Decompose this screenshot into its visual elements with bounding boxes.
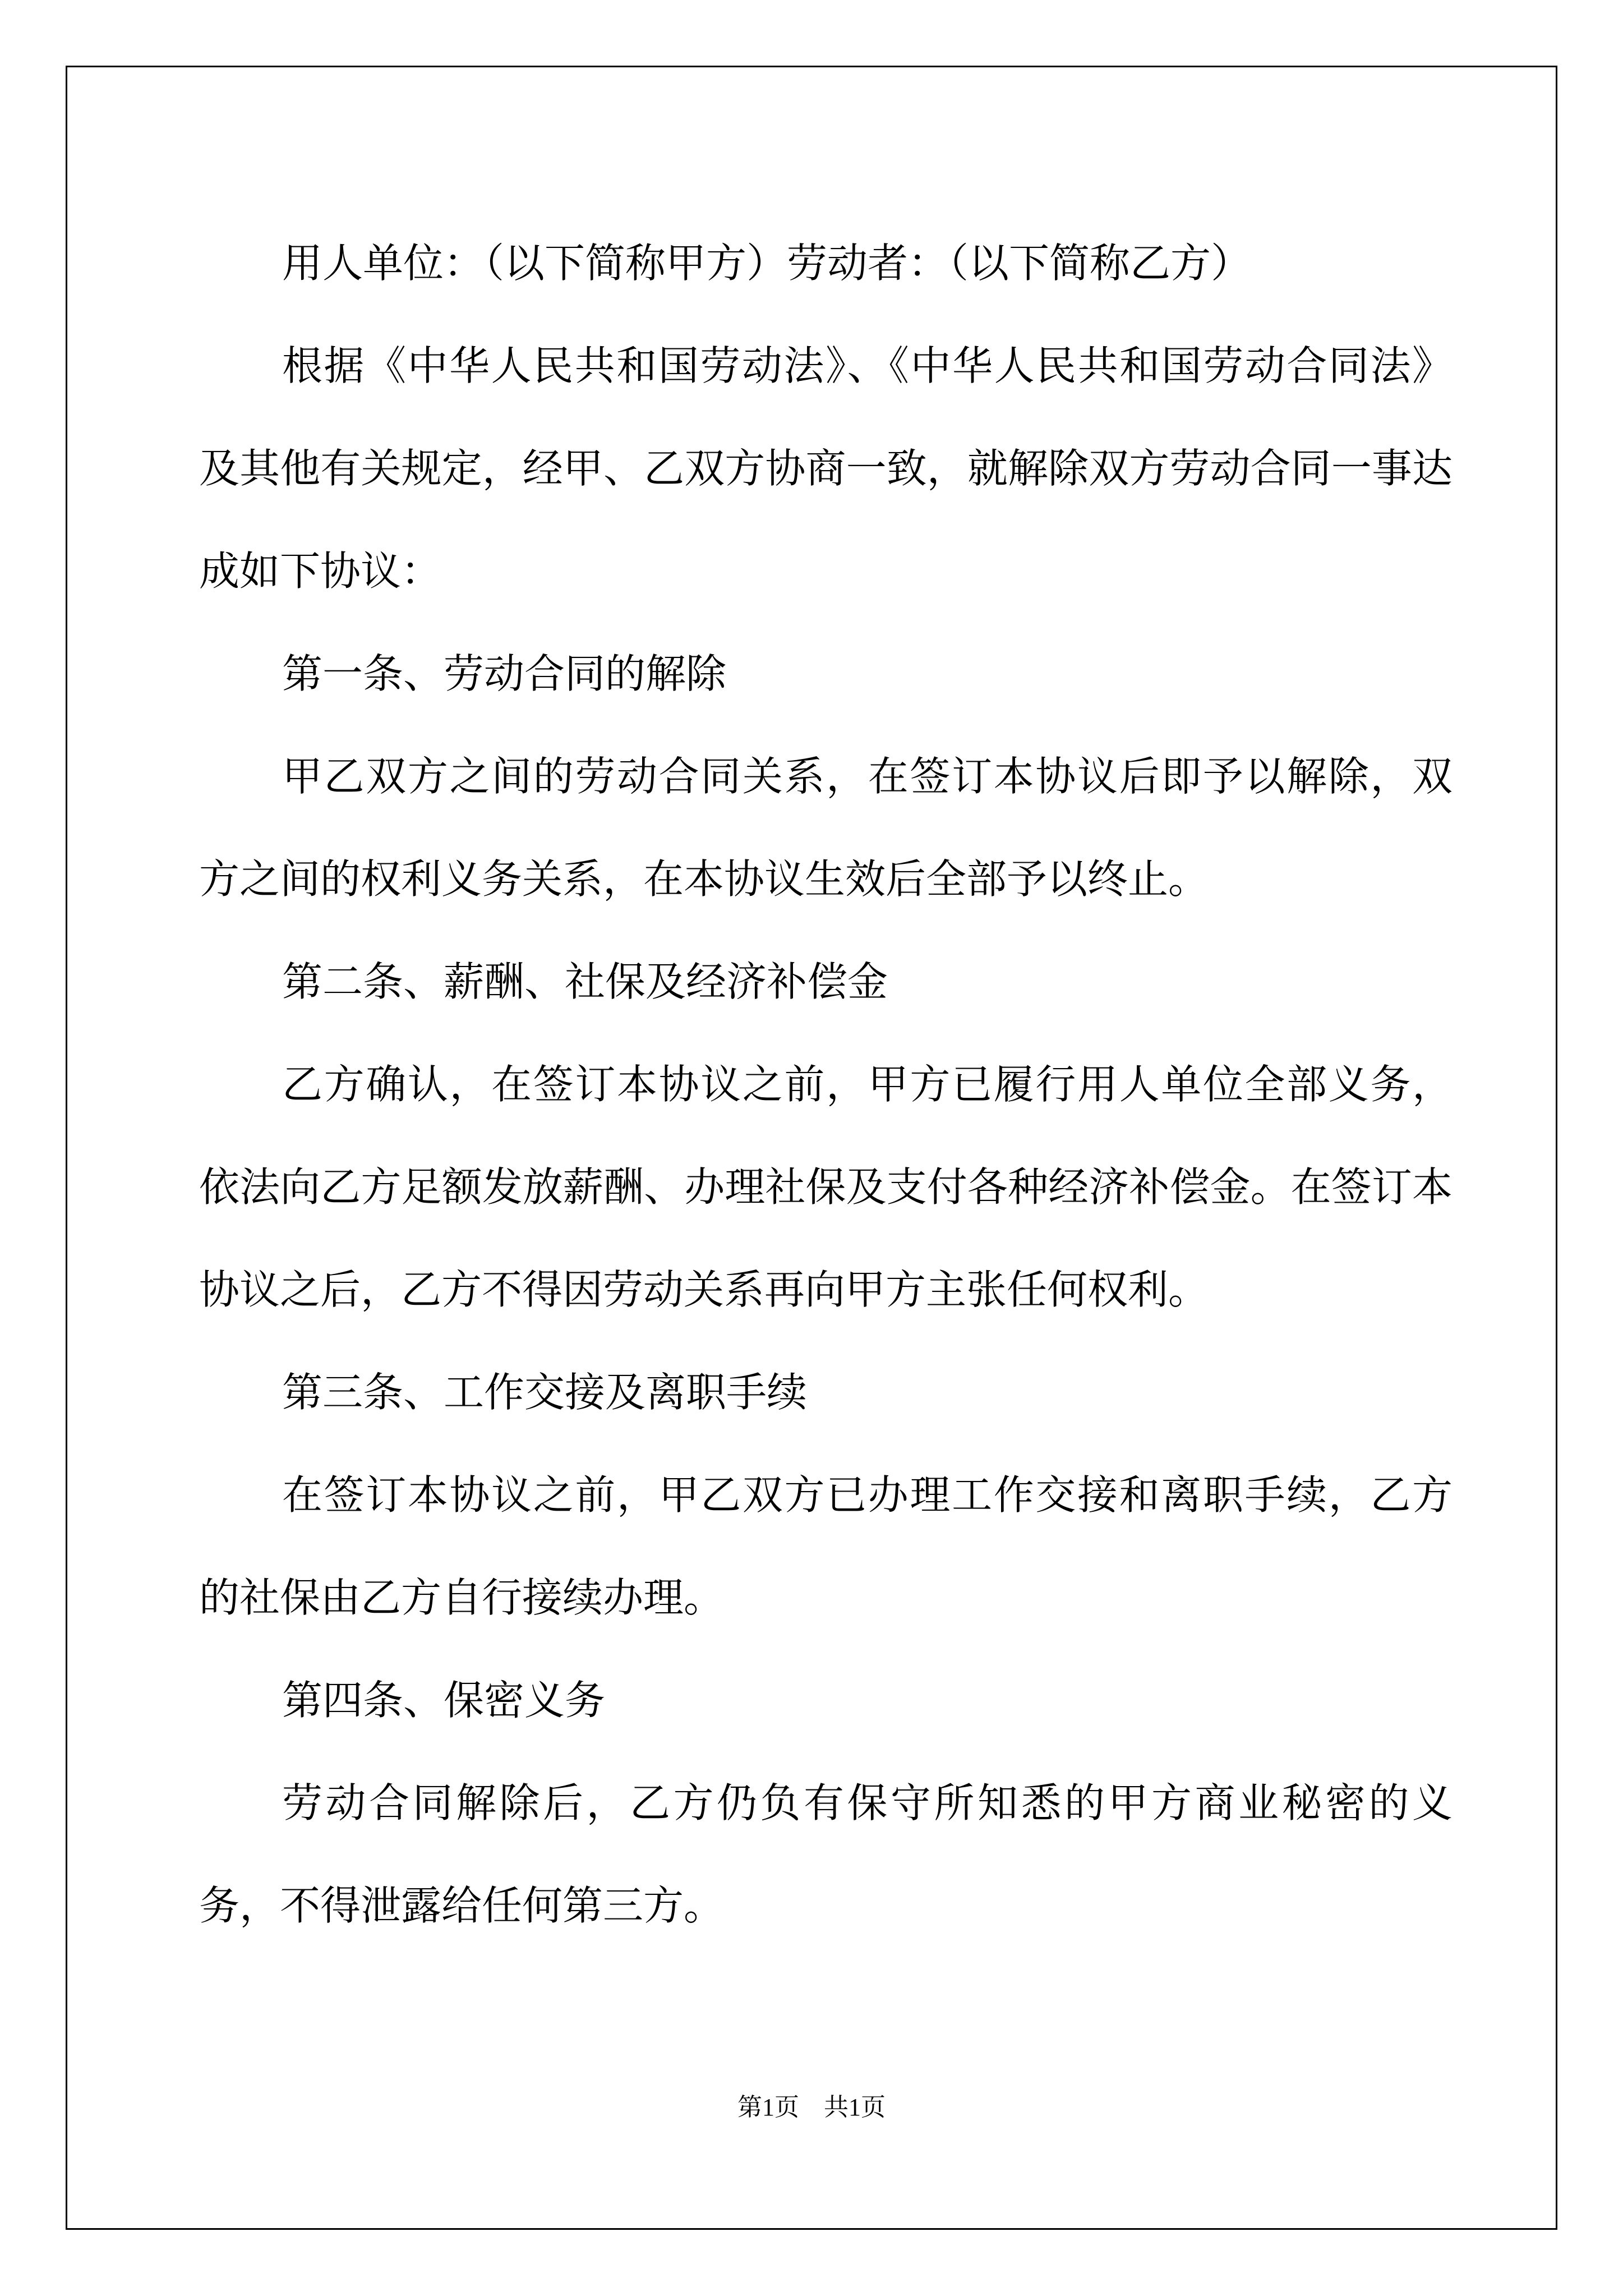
document-body bbox=[199, 212, 1453, 1957]
article-4-heading: 第四条、保密义务 bbox=[282, 1677, 606, 1724]
preamble-paragraph: 根据《中华人民共和国劳动法》、《中华人民共和国劳动合同法》及其他有关规定，经甲、乙双方协商一致，就解除双方劳动合同一事达成如下协议： bbox=[199, 342, 1453, 595]
article-3-body: 在签订本协议之前，甲乙双方已办理工作交接和离职手续，乙方的社保由乙方自行接续办理。 bbox=[199, 1471, 1453, 1621]
article-1-body: 甲乙双方之间的劳动合同关系，在签订本协议后即予以解除，双方之间的权利义务关系，在本协议生效后全部予以终止。 bbox=[199, 753, 1453, 903]
party-line: 用人单位：（以下简称甲方）劳动者：（以下简称乙方） bbox=[282, 240, 1252, 287]
article-3-heading: 第三条、工作交接及离职手续 bbox=[282, 1369, 808, 1416]
article-2-body: 乙方确认，在签订本协议之前，甲方已履行用人单位全部义务，依法向乙方足额发放薪酬、办理社保及支付各种经济补偿金。在签订本协议之后，乙方不得因劳动关系再向甲方主张任何权利。 bbox=[199, 1061, 1453, 1313]
article-4-body: 劳动合同解除后，乙方仍负有保守所知悉的甲方商业秘密的义务，不得泄露给任何第三方。 bbox=[199, 1779, 1453, 1929]
article-2-heading: 第二条、薪酬、社保及经济补偿金 bbox=[282, 958, 888, 1005]
page-number-footer: 第1页 共1页 bbox=[737, 2093, 886, 2121]
article-1-heading: 第一条、劳动合同的解除 bbox=[282, 650, 727, 697]
